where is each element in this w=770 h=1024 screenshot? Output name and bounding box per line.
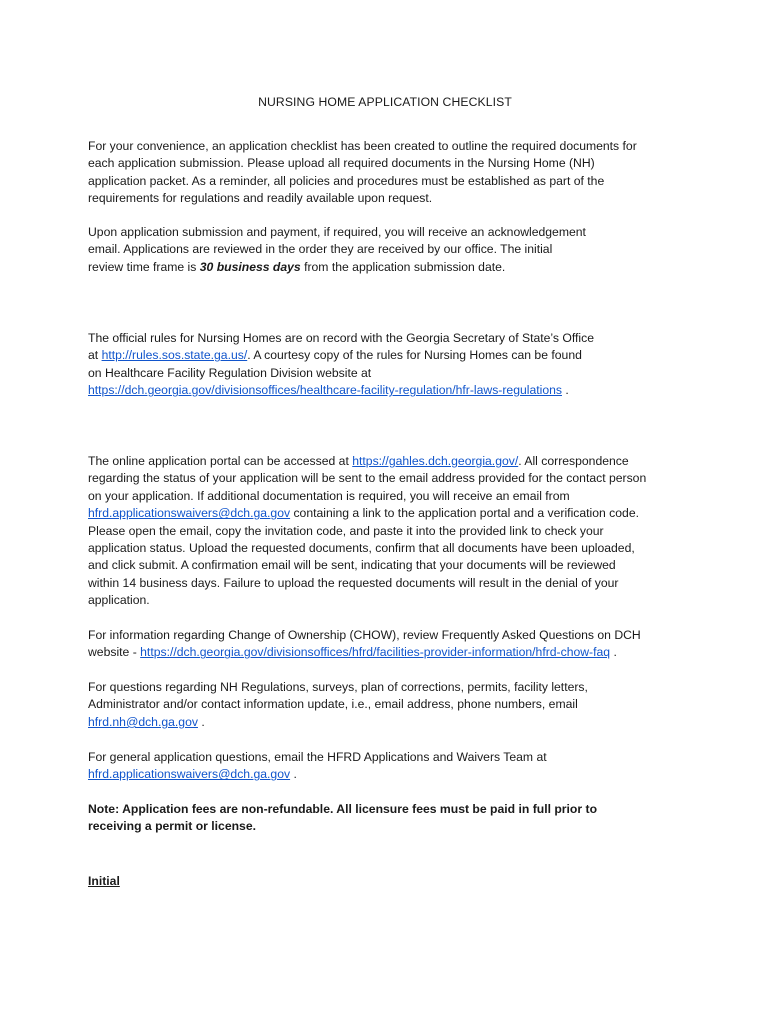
regs-line: For questions regarding NH Regulations, surveys, plan of corrections, permits, facility letters, bbox=[88, 680, 588, 694]
applications-email-link[interactable]: hfrd.applicationswaivers@dch.ga.gov bbox=[88, 767, 291, 782]
portal-line: within 14 business days. Failure to upload the requested documents will result in the denial of your bbox=[88, 575, 619, 590]
portal-line: Please open the email, copy the invitation code, and paste it into the provided link to check your bbox=[88, 523, 604, 538]
intro-line: each application submission. Please upload all required documents in the Nursing Home (NH) bbox=[88, 156, 595, 171]
portal-line: application. bbox=[88, 593, 150, 608]
applications-email-link[interactable]: hfrd.applicationswaivers@dch.ga.gov bbox=[88, 506, 291, 521]
regulations-paragraph bbox=[88, 679, 688, 731]
review-timeframe: 30 business days bbox=[199, 259, 301, 274]
portal-line bbox=[88, 505, 688, 522]
gahles-portal-link[interactable]: https://gahles.dch.georgia.gov/ bbox=[352, 454, 519, 468]
chow-paragraph bbox=[88, 627, 688, 662]
chow-faq-link[interactable]: https://dch.georgia.gov/divisionsoffices/hfrd/facilities-provider-information/hfrd-chow-faq bbox=[140, 645, 611, 660]
general-questions-paragraph bbox=[88, 749, 688, 784]
portal-line bbox=[88, 453, 688, 470]
chow-line: For information regarding Change of Ownership (CHOW), review Frequently Asked Questions on DCH bbox=[88, 628, 641, 642]
ack-text: from the application submission date. bbox=[300, 259, 506, 274]
general-line: For general application questions, email the HFRD Applications and Waivers Team at bbox=[88, 750, 547, 764]
rules-paragraph bbox=[88, 330, 688, 400]
portal-text: . All correspondence bbox=[518, 454, 629, 468]
note-line: Note: Application fees are non-refundable. All licensure fees must be paid in full prior to bbox=[88, 802, 598, 816]
general-line bbox=[88, 766, 688, 783]
intro-line: requirements for regulations and readily available upon request. bbox=[88, 191, 433, 206]
chow-text: website - bbox=[88, 645, 141, 660]
portal-text: containing a link to the application portal and a verification code. bbox=[290, 506, 639, 521]
rules-line: The official rules for Nursing Homes are on record with the Georgia Secretary of State’s Office bbox=[88, 331, 595, 345]
note-line: receiving a permit or license. bbox=[88, 819, 256, 834]
chow-line bbox=[88, 644, 688, 661]
ack-text: review time frame is bbox=[88, 259, 200, 274]
initial-section bbox=[88, 873, 688, 890]
acknowledgement-paragraph bbox=[88, 224, 688, 276]
portal-line: on your application. If additional documentation is required, you will receive an email from bbox=[88, 488, 570, 503]
general-text: . bbox=[290, 767, 297, 782]
intro-paragraph bbox=[88, 138, 688, 208]
intro-line: For your convenience, an application checklist has been created to outline the required documents for bbox=[88, 139, 637, 153]
regs-line: Administrator and/or contact information update, i.e., email address, phone numbers, email bbox=[88, 697, 578, 712]
portal-line: regarding the status of your application will be sent to the email address provided for the contact person bbox=[88, 471, 647, 486]
regs-line bbox=[88, 714, 688, 731]
rules-line bbox=[88, 347, 688, 364]
initial-heading: Initial bbox=[88, 874, 120, 888]
chow-text: . bbox=[610, 645, 617, 660]
portal-line: and click submit. A confirmation email will be sent, indicating that your documents will be reviewed bbox=[88, 558, 616, 573]
rules-text: at bbox=[88, 348, 102, 363]
rules-text: . bbox=[561, 383, 569, 398]
hfrd-nh-email-link[interactable]: hfrd.nh@dch.ga.gov bbox=[88, 714, 198, 729]
rules-line bbox=[88, 382, 688, 399]
rules-line: on Healthcare Facility Regulation Division website at bbox=[88, 365, 372, 380]
regs-text: . bbox=[197, 714, 205, 729]
rules-sos-link[interactable]: http://rules.sos.state.ga.us/ bbox=[101, 348, 248, 363]
ack-line: email. Applications are reviewed in the order they are received by our office. The initial bbox=[88, 242, 553, 257]
page-title: NURSING HOME APPLICATION CHECKLIST bbox=[258, 95, 512, 109]
portal-line: application status. Upload the requested documents, confirm that all documents have been uploaded, bbox=[88, 541, 635, 556]
portal-text: The online application portal can be accessed at bbox=[88, 454, 353, 468]
ack-line bbox=[88, 259, 688, 276]
rules-text: . A courtesy copy of the rules for Nursing Homes can be found bbox=[247, 348, 582, 363]
portal-paragraph bbox=[88, 453, 688, 610]
intro-line: application packet. As a reminder, all policies and procedures must be established as part of the bbox=[88, 173, 605, 188]
ack-line: Upon application submission and payment, if required, you will receive an acknowledgement bbox=[88, 225, 586, 239]
fees-note bbox=[88, 801, 688, 836]
hfr-laws-link[interactable]: https://dch.georgia.gov/divisionsoffices/healthcare-facility-regulation/hfr-laws-regulations bbox=[88, 383, 562, 398]
